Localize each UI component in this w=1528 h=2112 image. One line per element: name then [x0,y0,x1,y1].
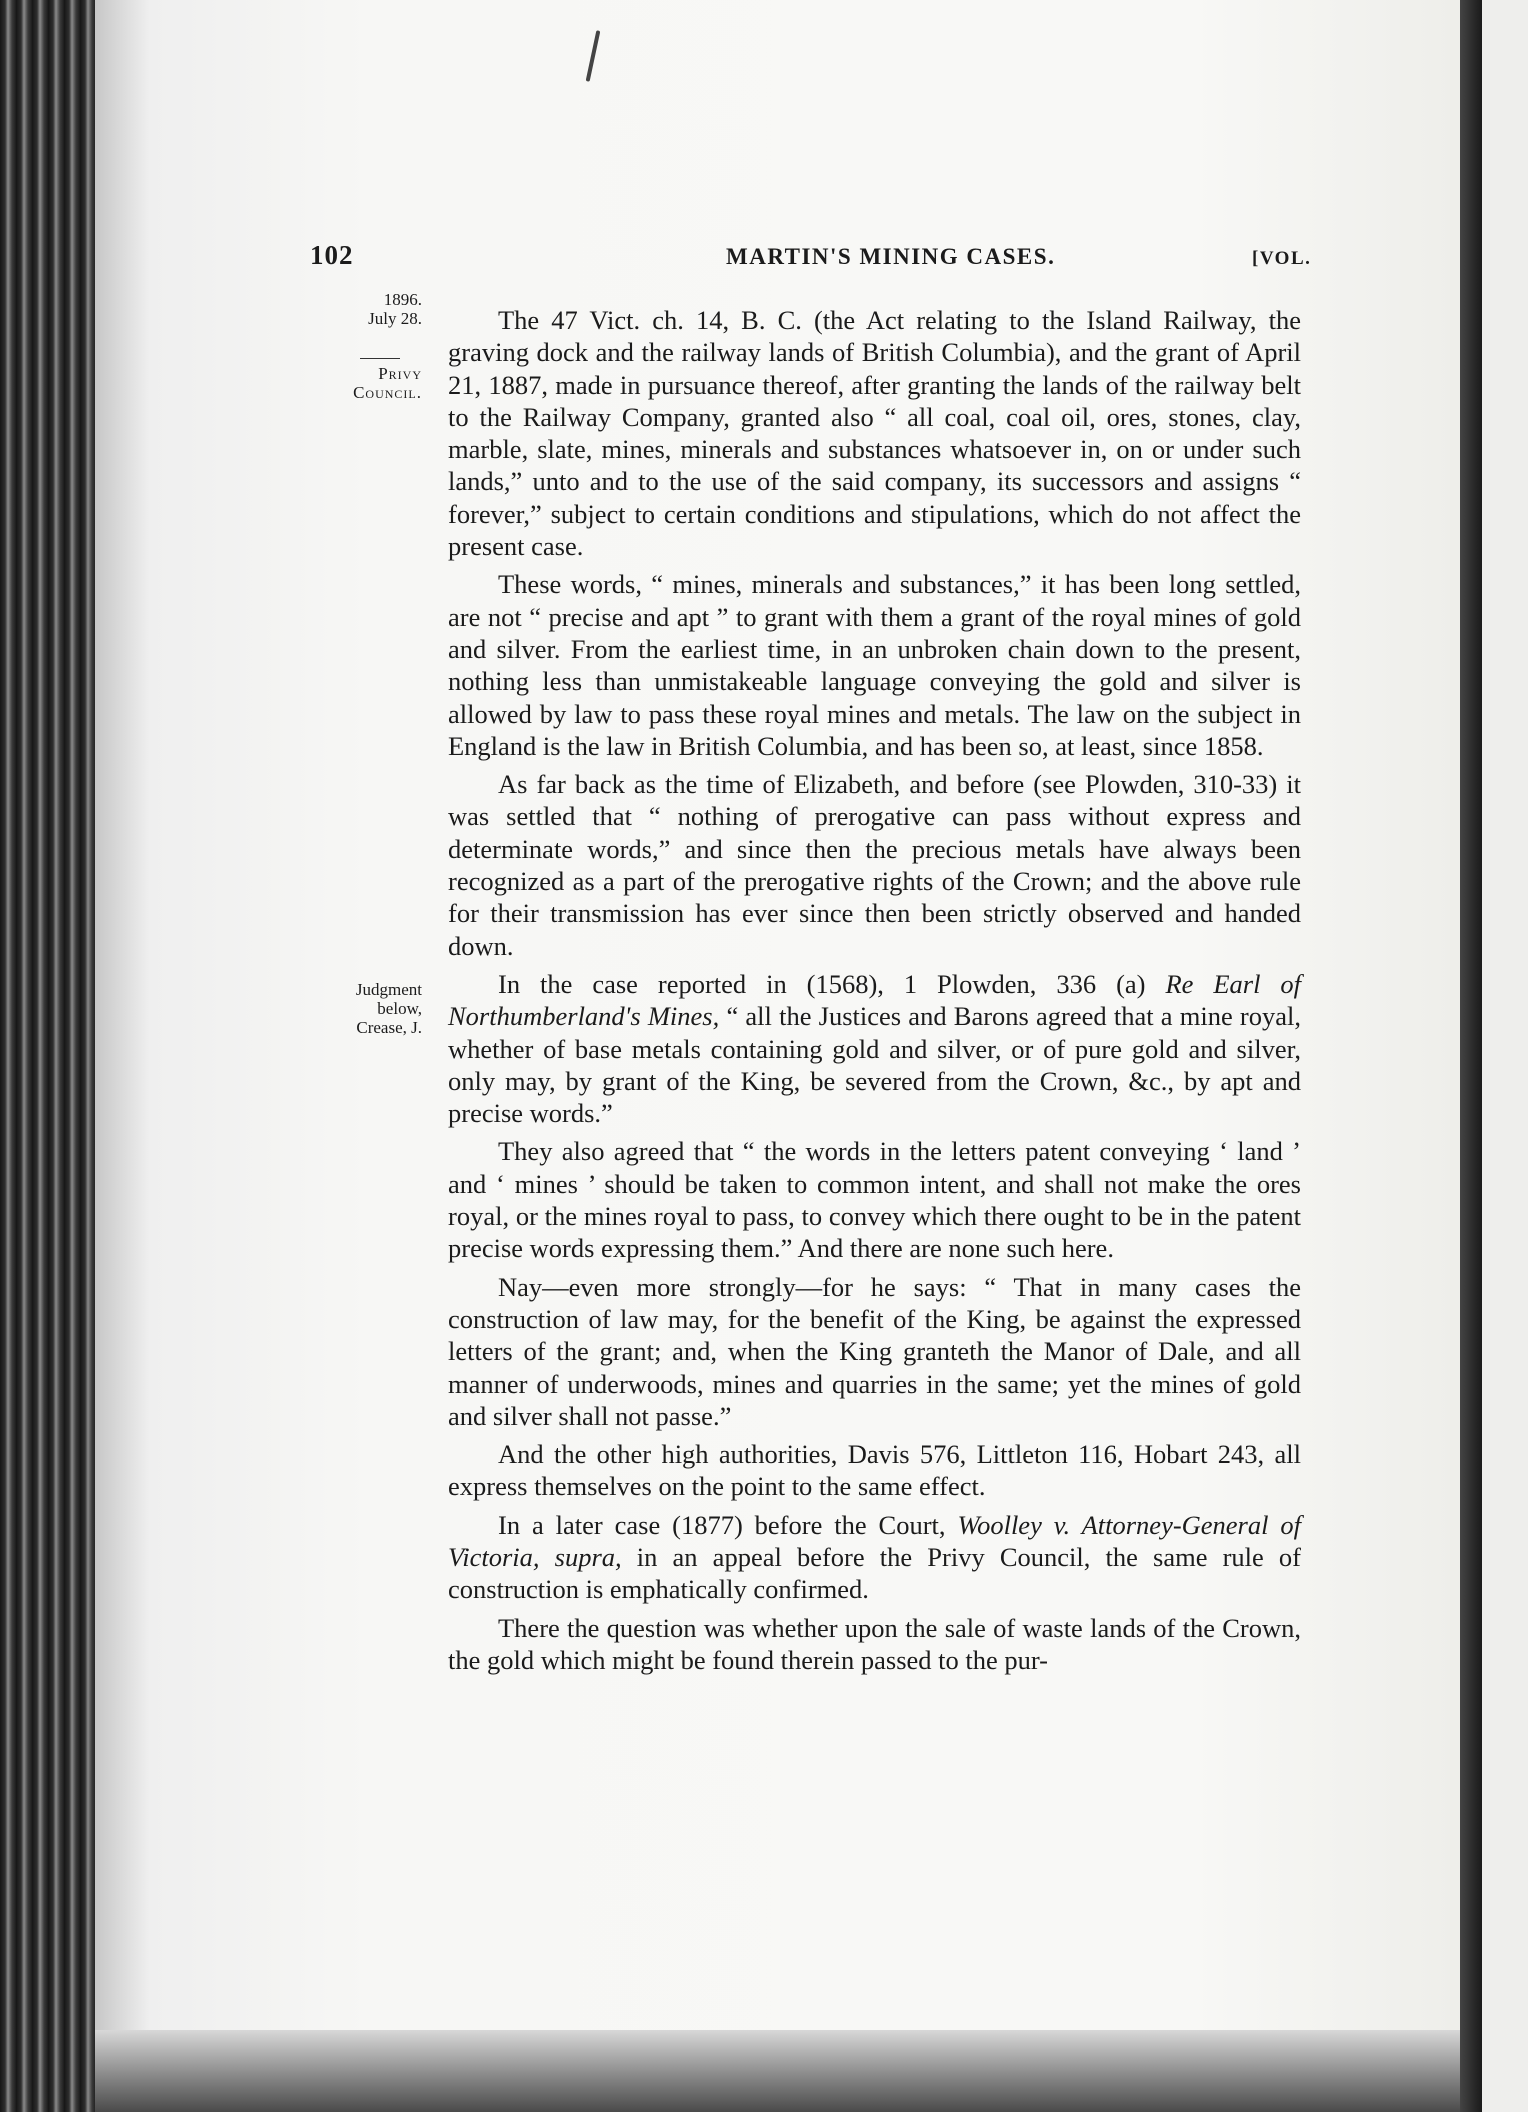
volume-label: [VOL. [1252,248,1312,269]
paragraph-4-text-a: In the case reported in (1568), 1 Plowden, 336 (a) [498,968,1146,999]
margin-note-day: July 28. [368,309,422,328]
margin-note-judgment [282,980,422,1037]
paragraph-6: Nay—even more strongly—for he says: “ That in many cases the construction of law may, for the benefit of the King, be against the expressed letters of the grant; and, when the King granteth the Manor of Dale, and all manner of underwoods, mines and quarries in the same; yet the mines of gold and silver shall not passe.” [448,1271,1301,1431]
margin-note-court-line2: Council. [353,383,422,402]
paragraph-3: As far back as the time of Elizabeth, and before (see Plowden, 310-33) it was settled that “ nothing of prerogative can pass without express and determinate words,” and since then the precious metals have always been recognized as a part of the prerogative rights of the Crown; and the above rule for their transmission has ever since then been strictly observed and handed down. [448,769,1301,961]
margin-note-judgment-line3: Crease, J. [356,1018,422,1037]
case-citation-woolley: Woolley v. Attorney-General of Victoria, supra, [448,1509,1302,1572]
margin-note-year: 1896. [383,290,422,309]
paragraph-7: And the other high authorities, Davis 576, Littleton 116, Hobart 243, all express themselves on the point to the same effect. [448,1439,1301,1502]
adjacent-page-edge [1482,0,1528,2112]
paragraph-2: These words, “ mines, minerals and substances,” it has been long settled, are not “ precise and apt ” to grant with them a grant of the royal mines of gold and silver. From the earliest time, in an unbroken chain down to the present, nothing less than unmistakeable language conveying the gold and silver is allowed by law to pass these royal mines and metals. The law on the subject in England is the law in British Columbia, and has been so, at least, since 1858. [448,569,1301,761]
page-bottom-shadow [95,2030,1528,2112]
margin-note-date [282,290,422,328]
page-number: 102 [310,240,354,270]
margin-note-judgment-line2: below, [377,999,422,1018]
paragraph-4-text-b: “ all the Justices and Barons agreed that a mine royal, whether of base metals containing gold and silver, or of pure gold and silver, only may, by grant of the King, be severed from the Crown, &c., by apt and precise words.” [448,1001,1302,1129]
paragraph-8-text-b: in an appeal before the Privy Council, the same rule of construction is emphatically confirmed. [448,1541,1302,1605]
paragraph-4 [448,968,1301,1129]
body-text [448,304,1301,1682]
paragraph-8-text-a: In a later case (1877) before the Court, [498,1509,946,1540]
paragraph-8 [448,1509,1301,1606]
margin-note-judgment-line1: Judgment [355,980,422,999]
running-title: MARTIN'S MINING CASES. [726,244,1056,269]
page-gutter [1460,0,1482,2112]
margin-note-court-line1: Privy [378,364,422,383]
margin-note-court [282,364,422,402]
paragraph-1: The 47 Vict. ch. 14, B. C. (the Act relating to the Island Railway, the graving dock and the railway lands of British Columbia), and the grant of April 21, 1887, made in pursuance thereof, after granting the lands of the railway belt to the Railway Company, granted also “ all coal, coal oil, ores, stones, clay, marble, slate, mines, minerals and substances whatsoever in, on or under such lands,” unto and to the use of the said company, its successors and assigns “ forever,” subject to certain conditions and stipulations, which do not affect the present case. [448,305,1301,562]
case-citation-northumberland: Re Earl of Northumberland's Mines, [448,968,1301,1032]
margin-note-rule [360,358,400,359]
paragraph-9: There the question was whether upon the sale of waste lands of the Crown, the gold which might be found therein passed to the pur- [448,1612,1301,1675]
paragraph-5: They also agreed that “ the words in the letters patent conveying ‘ land ’ and ‘ mines ’ should be taken to common intent, and shall not make the ores royal, or the mines royal to pass, to convey which there ought to be in the patent precise words expressing them.” And there are none such here. [448,1136,1301,1264]
